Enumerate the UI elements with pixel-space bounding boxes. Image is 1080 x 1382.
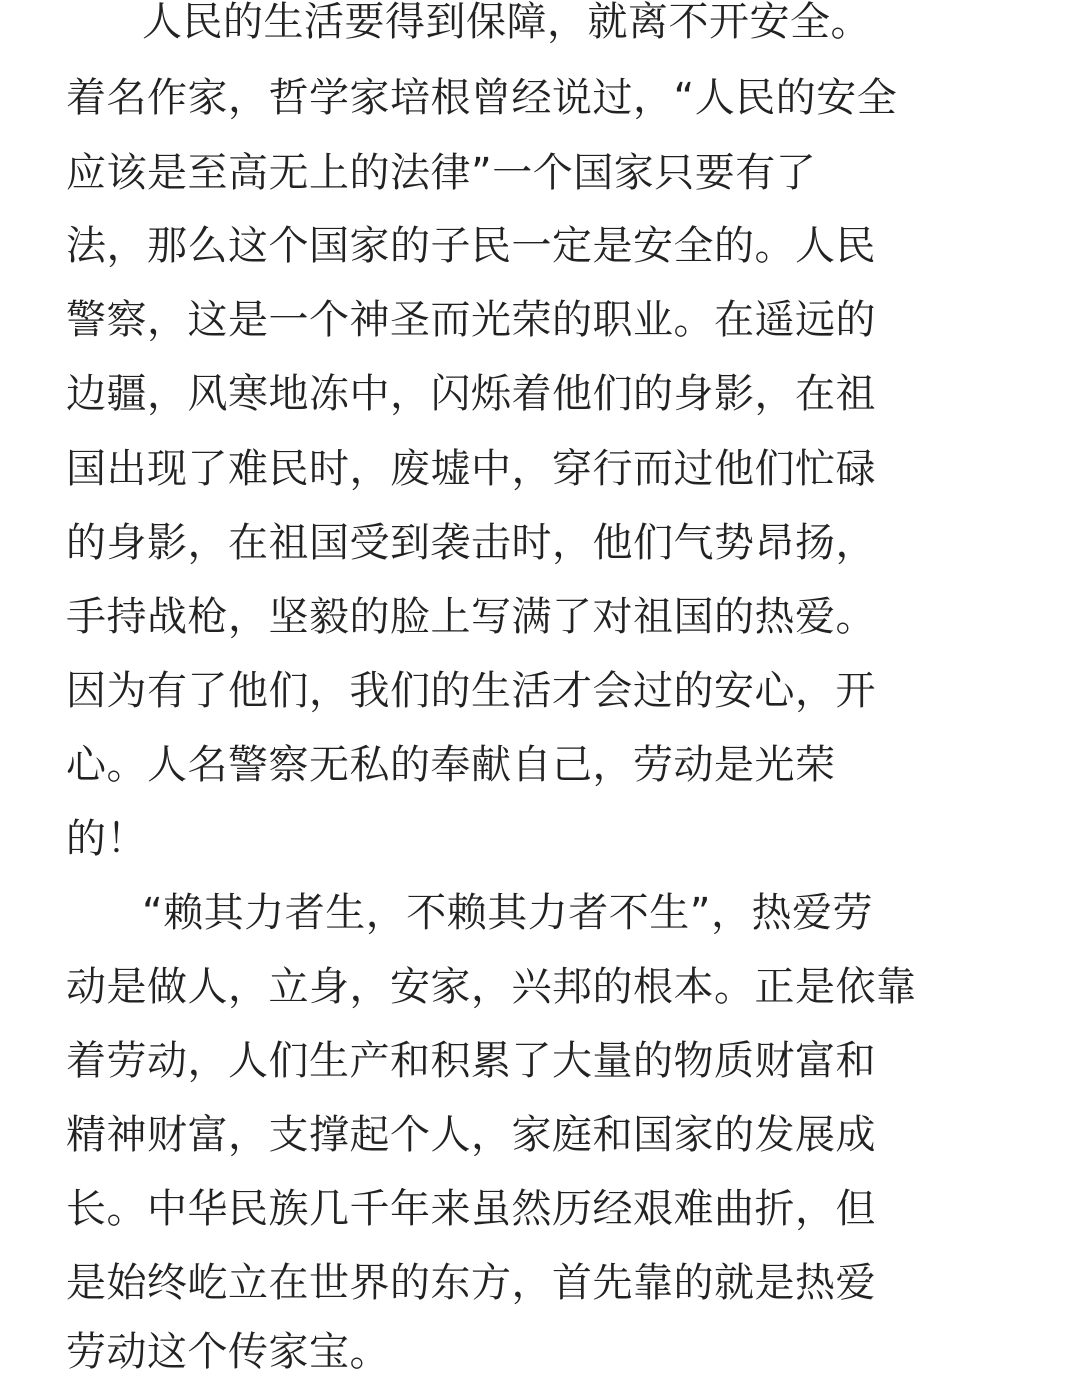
paragraph-2-line-6: 是始终屹立在世界的东方，首先靠的就是热爱 — [66, 1260, 876, 1306]
paragraph-2-line-4: 精神财富，支撑起个人，家庭和国家的发展成 — [66, 1112, 876, 1158]
paragraph-1-line-4: 法，那么这个国家的子民一定是安全的。人民 — [66, 223, 876, 269]
paragraph-2-line-3: 着劳动，人们生产和积累了大量的物质财富和 — [66, 1038, 876, 1084]
paragraph-2-line-5: 长。中华民族几千年来虽然历经艰难曲折，但 — [66, 1186, 876, 1232]
paragraph-1-line-10: 因为有了他们，我们的生活才会过的安心，开 — [66, 668, 876, 714]
paragraph-1-line-7: 国出现了难民时，废墟中，穿行而过他们忙碌 — [66, 446, 876, 492]
paragraph-1-line-3: 应该是至高无上的法律”一个国家只要有了 — [66, 150, 817, 196]
paragraph-2-line-2: 动是做人，立身，安家，兴邦的根本。正是依靠 — [66, 964, 917, 1010]
paragraph-1-line-5: 警察，这是一个神圣而光荣的职业。在遥远的 — [66, 297, 876, 343]
paragraph-1-line-6: 边疆，风寒地冻中，闪烁着他们的身影，在祖 — [66, 371, 876, 417]
paragraph-1-line-11: 心。人名警察无私的奉献自己，劳动是光荣 — [66, 742, 836, 788]
paragraph-1-line-8: 的身影，在祖国受到袭击时，他们气势昂扬， — [66, 520, 876, 566]
paragraph-1-line-2: 着名作家，哲学家培根曾经说过，“人民的安全 — [66, 75, 898, 121]
paragraph-1-line-12: 的！ — [66, 816, 147, 862]
paragraph-2-line-1: “赖其力者生，不赖其力者不生”，热爱劳 — [142, 890, 873, 936]
paragraph-2-line-7: 劳动这个传家宝。 — [66, 1329, 390, 1375]
paragraph-1-line-9: 手持战枪，坚毅的脸上写满了对祖国的热爱。 — [66, 594, 876, 640]
paragraph-1-line-1: 人民的生活要得到保障，就离不开安全。 — [142, 0, 871, 45]
